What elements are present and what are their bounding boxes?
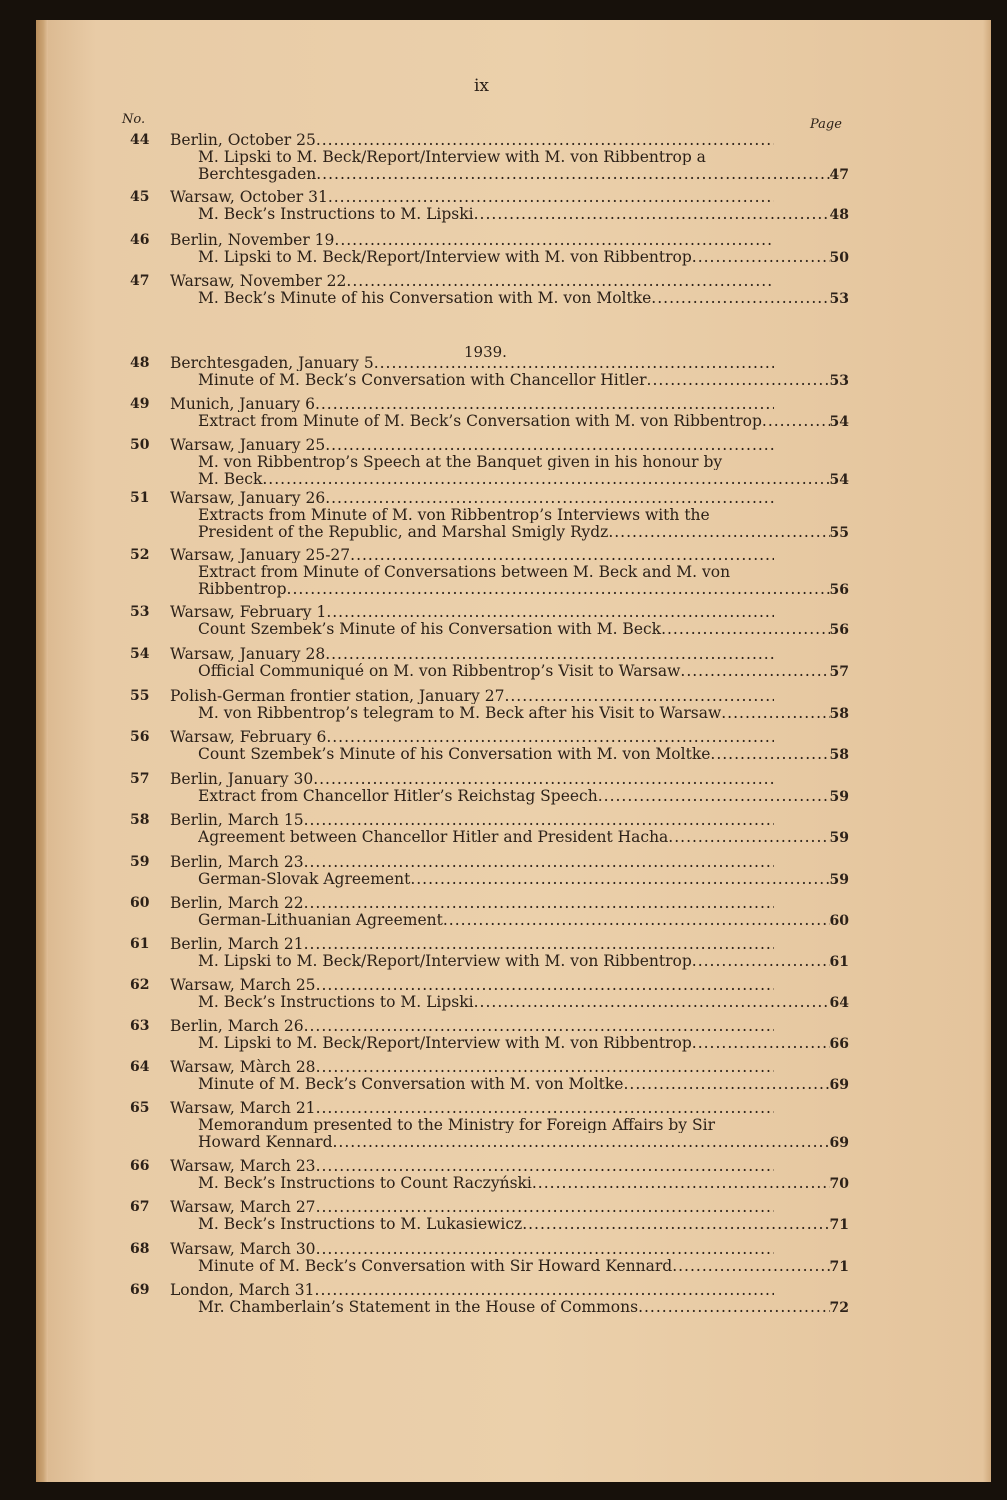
description-text: M. von Ribbentrop’s telegram to M. Beck after his Visit to Warsaw xyxy=(198,705,722,722)
entry-place-date xyxy=(170,604,774,620)
dot-leader xyxy=(304,936,774,952)
page-number: 70 xyxy=(829,1176,849,1192)
entry-number: 57 xyxy=(130,771,150,787)
entry-number: 59 xyxy=(130,854,150,870)
place-date-text: Berlin, March 15 xyxy=(170,812,304,828)
entry-description-line xyxy=(198,206,849,223)
dot-leader xyxy=(328,189,774,205)
description-text: Count Szembek’s Minute of his Conversation with M. Beck xyxy=(198,621,662,638)
dot-leader xyxy=(721,705,829,721)
place-date-text: Berlin, October 25 xyxy=(170,132,316,148)
dot-leader xyxy=(316,132,774,148)
dot-leader xyxy=(474,206,830,222)
entry-place-date xyxy=(170,1059,774,1075)
description-text: German-Slovak Agreement xyxy=(198,871,411,888)
dot-leader xyxy=(661,621,829,637)
dot-leader xyxy=(287,581,830,597)
document-page xyxy=(36,20,991,1482)
page-number: 64 xyxy=(829,995,849,1011)
dot-leader xyxy=(647,372,830,388)
entry-place-date xyxy=(170,729,774,745)
page-number: 69 xyxy=(829,1135,849,1151)
place-date-text: Berchtesgaden, January 5 xyxy=(170,355,374,371)
entry-description-line xyxy=(198,1035,849,1052)
entry-description-line xyxy=(198,1076,849,1093)
place-date-text: Warsaw, October 31 xyxy=(170,189,328,205)
dot-leader xyxy=(325,646,774,662)
description-text: Howard Kennard xyxy=(198,1134,333,1151)
description-text: Extract from Minute of Conversations between M. Beck and M. von xyxy=(198,564,731,580)
page-number: 50 xyxy=(829,250,849,266)
entry-place-date xyxy=(170,977,774,993)
page-number: 54 xyxy=(829,414,849,430)
description-text: Extract from Chancellor Hitler’s Reichstag Speech xyxy=(198,788,598,805)
page-number: 53 xyxy=(829,373,849,389)
entry-description-line xyxy=(198,705,849,722)
entry-description-line xyxy=(198,1175,849,1192)
entry-number: 55 xyxy=(130,688,150,704)
description-text: Agreement between Chancellor Hitler and President Hacha xyxy=(198,829,669,846)
description-text: Official Communiqué on M. von Ribbentrop’s Visit to Warsaw xyxy=(198,663,681,680)
dot-leader xyxy=(443,912,830,928)
place-date-text: Berlin, March 23 xyxy=(170,854,304,870)
page-number: 48 xyxy=(829,207,849,223)
entry-place-date xyxy=(170,1199,774,1215)
entry-place-date xyxy=(170,547,774,563)
place-date-text: Warsaw, March 25 xyxy=(170,977,316,993)
place-date-text: London, March 31 xyxy=(170,1282,315,1298)
description-text: German-Lithuanian Agreement xyxy=(198,912,443,929)
entry-number: 58 xyxy=(130,812,150,828)
entry-place-date xyxy=(170,1241,774,1257)
dot-leader xyxy=(304,854,774,870)
page-number: 58 xyxy=(829,706,849,722)
dot-leader xyxy=(316,1199,774,1215)
entry-number: 66 xyxy=(130,1158,150,1174)
page-number: 60 xyxy=(829,913,849,929)
description-text: M. Lipski to M. Beck/Report/Interview with M. von Ribbentrop xyxy=(198,953,692,970)
dot-leader xyxy=(315,1282,774,1298)
dot-leader xyxy=(316,166,829,182)
entry-description-line xyxy=(198,372,849,389)
dot-leader xyxy=(325,437,774,453)
entry-description-line xyxy=(198,994,849,1011)
entry-description-line xyxy=(198,829,849,846)
entry-number: 45 xyxy=(130,189,150,205)
place-date-text: Warsaw, February 1 xyxy=(170,604,327,620)
place-date-text: Warsaw, January 26 xyxy=(170,490,326,506)
description-text: M. Beck’s Instructions to Count Raczyński xyxy=(198,1175,532,1192)
dot-leader xyxy=(532,1175,830,1191)
entry-number: 51 xyxy=(130,490,150,506)
entry-description-line xyxy=(198,1117,849,1133)
entry-place-date xyxy=(170,355,774,371)
entry-description-line xyxy=(198,524,849,541)
description-text: M. Beck’s Instructions to M. Lukasiewicz xyxy=(198,1216,523,1233)
description-text: Mr. Chamberlain’s Statement in the House of Commons xyxy=(198,1299,639,1316)
page-number: 56 xyxy=(829,582,849,598)
description-text: Count Szembek’s Minute of his Conversation with M. von Moltke xyxy=(198,746,711,763)
description-text: Memorandum presented to the Ministry for Foreign Affairs by Sir xyxy=(198,1117,715,1133)
page-folio: ix xyxy=(474,76,490,96)
entry-place-date xyxy=(170,189,774,205)
description-text: M. Beck’s Instructions to M. Lipski xyxy=(198,206,474,223)
entry-description-line xyxy=(198,912,849,929)
dot-leader xyxy=(316,1059,774,1075)
dot-leader xyxy=(350,547,774,563)
dot-leader xyxy=(374,355,774,371)
entry-place-date xyxy=(170,936,774,952)
description-text: M. Lipski to M. Beck/Report/Interview with M. von Ribbentrop xyxy=(198,249,692,266)
column-header-no: No. xyxy=(122,112,146,127)
description-text: Minute of M. Beck’s Conversation with M. von Moltke xyxy=(198,1076,624,1093)
entry-place-date xyxy=(170,812,774,828)
dot-leader xyxy=(262,471,829,487)
dot-leader xyxy=(638,1299,829,1315)
dot-leader xyxy=(672,1258,829,1274)
description-text: Ribbentrop xyxy=(198,581,287,598)
entry-number: 54 xyxy=(130,646,150,662)
page-number: 71 xyxy=(829,1217,849,1233)
entry-number: 56 xyxy=(130,729,150,745)
dot-leader xyxy=(692,1035,830,1051)
entry-number: 64 xyxy=(130,1059,150,1075)
entry-place-date xyxy=(170,396,774,412)
entry-description-line xyxy=(198,746,849,763)
place-date-text: Warsaw, February 6 xyxy=(170,729,327,745)
entry-description-line xyxy=(198,507,849,523)
place-date-text: Warsaw, January 28 xyxy=(170,646,326,662)
dot-leader xyxy=(608,524,829,540)
entry-number: 67 xyxy=(130,1199,150,1215)
entry-description-line xyxy=(198,1216,849,1233)
entry-description-line xyxy=(198,1299,849,1316)
entry-number: 49 xyxy=(130,396,150,412)
place-date-text: Berlin, March 21 xyxy=(170,936,304,952)
dot-leader xyxy=(304,1018,774,1034)
dot-leader xyxy=(334,232,774,248)
place-date-text: Munich, January 6 xyxy=(170,396,315,412)
entry-place-date xyxy=(170,1100,774,1116)
dot-leader xyxy=(313,771,774,787)
place-date-text: Warsaw, March 30 xyxy=(170,1241,316,1257)
place-date-text: Polish-German frontier station, January 27 xyxy=(170,688,505,704)
description-text: Minute of M. Beck’s Conversation with Chancellor Hitler xyxy=(198,372,647,389)
entry-description-line xyxy=(198,564,849,580)
dot-leader xyxy=(316,1158,774,1174)
entry-place-date xyxy=(170,273,774,289)
entry-number: 52 xyxy=(130,547,150,563)
entry-place-date xyxy=(170,1018,774,1034)
dot-leader xyxy=(316,1100,774,1116)
description-text: M. Beck xyxy=(198,471,263,488)
entry-place-date xyxy=(170,437,774,453)
dot-leader xyxy=(522,1216,829,1232)
entry-place-date xyxy=(170,232,774,248)
dot-leader xyxy=(304,895,774,911)
entry-place-date xyxy=(170,646,774,662)
place-date-text: Berlin, January 30 xyxy=(170,771,314,787)
description-text: M. Beck’s Minute of his Conversation with M. von Moltke xyxy=(198,290,652,307)
page-edge xyxy=(983,20,991,1482)
entry-number: 63 xyxy=(130,1018,150,1034)
dot-leader xyxy=(762,413,830,429)
entry-description-line xyxy=(198,454,849,470)
dot-leader xyxy=(316,1241,774,1257)
description-text: Extract from Minute of M. Beck’s Conversation with M. von Ribbentrop xyxy=(198,413,762,430)
entry-place-date xyxy=(170,895,774,911)
place-date-text: Berlin, November 19 xyxy=(170,232,335,248)
place-date-text: Warsaw, March 21 xyxy=(170,1100,316,1116)
entry-place-date xyxy=(170,490,774,506)
entry-description-line xyxy=(198,871,849,888)
place-date-text: Warsaw, January 25-27 xyxy=(170,547,351,563)
description-text: M. von Ribbentrop’s Speech at the Banquet given in his honour by xyxy=(198,454,723,470)
entry-number: 48 xyxy=(130,355,150,371)
page-number: 55 xyxy=(829,525,849,541)
dot-leader xyxy=(504,688,774,704)
dot-leader xyxy=(326,729,774,745)
entry-number: 53 xyxy=(130,604,150,620)
entry-description-line xyxy=(198,621,849,638)
page-number: 72 xyxy=(829,1300,849,1316)
dot-leader xyxy=(680,663,829,679)
dot-leader xyxy=(346,273,774,289)
entry-number: 65 xyxy=(130,1100,150,1116)
page-number: 71 xyxy=(829,1259,849,1275)
entry-place-date xyxy=(170,854,774,870)
entry-place-date xyxy=(170,1158,774,1174)
entry-number: 69 xyxy=(130,1282,150,1298)
entry-place-date xyxy=(170,132,774,148)
entry-description-line xyxy=(198,1134,849,1151)
entry-number: 44 xyxy=(130,132,150,148)
dot-leader xyxy=(692,953,830,969)
entry-description-line xyxy=(198,290,849,307)
entry-description-line xyxy=(198,471,849,488)
entry-description-line xyxy=(198,953,849,970)
place-date-text: Warsaw, Màrch 28 xyxy=(170,1059,316,1075)
page-number: 59 xyxy=(829,872,849,888)
dot-leader xyxy=(325,490,774,506)
entry-number: 47 xyxy=(130,273,150,289)
page-number: 59 xyxy=(829,789,849,805)
entry-number: 60 xyxy=(130,895,150,911)
dot-leader xyxy=(623,1076,829,1092)
description-text: President of the Republic, and Marshal Smigly Rydz xyxy=(198,524,609,541)
dot-leader xyxy=(304,812,774,828)
column-header-page: Page xyxy=(810,117,842,132)
entry-number: 46 xyxy=(130,232,150,248)
dot-leader xyxy=(410,871,829,887)
dot-leader xyxy=(474,994,830,1010)
dot-leader xyxy=(651,290,829,306)
page-number: 47 xyxy=(829,167,849,183)
entry-place-date xyxy=(170,688,774,704)
place-date-text: Berlin, March 26 xyxy=(170,1018,304,1034)
dot-leader xyxy=(316,977,774,993)
dot-leader xyxy=(333,1134,830,1150)
page-number: 56 xyxy=(829,622,849,638)
entry-description-line xyxy=(198,663,849,680)
year-heading: 1939. xyxy=(464,343,507,361)
entry-description-line xyxy=(198,1258,849,1275)
dot-leader xyxy=(710,746,829,762)
page-number: 58 xyxy=(829,747,849,763)
page-number: 69 xyxy=(829,1077,849,1093)
page-number: 59 xyxy=(829,830,849,846)
entry-description-line xyxy=(198,149,849,165)
entry-description-line xyxy=(198,581,849,598)
entry-place-date xyxy=(170,771,774,787)
dot-leader xyxy=(668,829,829,845)
description-text: Berchtesgaden xyxy=(198,166,317,183)
dot-leader xyxy=(598,788,830,804)
page-number: 53 xyxy=(829,291,849,307)
place-date-text: Berlin, March 22 xyxy=(170,895,304,911)
page-number: 61 xyxy=(829,954,849,970)
entry-number: 61 xyxy=(130,936,150,952)
place-date-text: Warsaw, March 23 xyxy=(170,1158,316,1174)
description-text: Minute of M. Beck’s Conversation with Sir Howard Kennard xyxy=(198,1258,673,1275)
entry-description-line xyxy=(198,413,849,430)
page-number: 57 xyxy=(829,664,849,680)
entry-description-line xyxy=(198,166,849,183)
dot-leader xyxy=(315,396,774,412)
place-date-text: Warsaw, March 27 xyxy=(170,1199,316,1215)
description-text: M. Lipski to M. Beck/Report/Interview with M. von Ribbentrop xyxy=(198,1035,692,1052)
entry-description-line xyxy=(198,788,849,805)
entry-number: 50 xyxy=(130,437,150,453)
description-text: M. Lipski to M. Beck/Report/Interview with M. von Ribbentrop a xyxy=(198,149,706,165)
entry-number: 62 xyxy=(130,977,150,993)
entry-description-line xyxy=(198,249,849,266)
page-number: 66 xyxy=(829,1036,849,1052)
entry-place-date xyxy=(170,1282,774,1298)
place-date-text: Warsaw, January 25 xyxy=(170,437,326,453)
dot-leader xyxy=(692,249,830,265)
place-date-text: Warsaw, November 22 xyxy=(170,273,347,289)
description-text: M. Beck’s Instructions to M. Lipski xyxy=(198,994,474,1011)
dot-leader xyxy=(326,604,774,620)
description-text: Extracts from Minute of M. von Ribbentrop’s Interviews with the xyxy=(198,507,710,523)
entry-number: 68 xyxy=(130,1241,150,1257)
book-spine xyxy=(36,20,48,1482)
page-number: 54 xyxy=(829,472,849,488)
